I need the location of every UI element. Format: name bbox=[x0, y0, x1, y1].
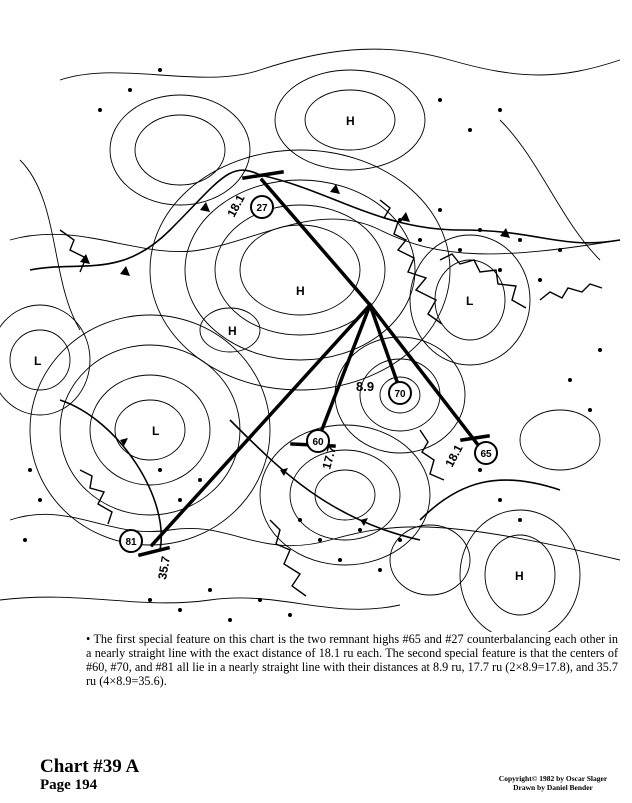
copyright-line: Copyright© 1982 by Oscar Slager bbox=[498, 774, 608, 783]
center-70-label: 70 bbox=[394, 389, 406, 400]
distance-long: 35.7 bbox=[155, 555, 174, 581]
isobars bbox=[0, 49, 620, 640]
pressure-centers bbox=[34, 114, 524, 583]
line-27-to-hub bbox=[262, 180, 370, 305]
distance-middle: 17.7 bbox=[319, 444, 339, 471]
pressure-label: L bbox=[152, 424, 160, 438]
caption-text bbox=[86, 632, 618, 688]
center-60-label: 60 bbox=[312, 437, 324, 448]
pressure-label: H bbox=[228, 324, 237, 338]
pressure-label: L bbox=[466, 294, 474, 308]
caption-body: The first special feature on this chart is the two remnant highs #65 and #27 counterbalancing each other in a nearly straight line with the exact distance of 18.1 ru each. The second special feature is that the centers of #60, #70, and #81 all lie in a nearly straight line with their distances at 8.9 ru, 17.7 ru (2×8.9=17.8), and 35.7 ru (4×8.9=35.6). bbox=[86, 632, 618, 688]
tick-top bbox=[244, 172, 282, 178]
page-label: Page 194 bbox=[40, 777, 98, 793]
center-81-label: 81 bbox=[125, 537, 137, 548]
caption-bullet: • bbox=[86, 632, 91, 646]
pressure-label: H bbox=[296, 284, 305, 298]
distance-short: 8.9 bbox=[356, 379, 375, 394]
front-markers bbox=[80, 184, 510, 526]
pressure-label: H bbox=[515, 569, 524, 583]
pressure-label: H bbox=[346, 114, 355, 128]
high-65-label: 65 bbox=[480, 449, 492, 460]
tick-65 bbox=[462, 436, 488, 440]
distance-labels bbox=[155, 192, 466, 581]
line-hub-to-60 bbox=[318, 305, 370, 440]
distance-right: 18.1 bbox=[442, 442, 466, 470]
tick-81 bbox=[140, 548, 168, 555]
fronts bbox=[30, 170, 620, 550]
pressure-label: L bbox=[34, 354, 42, 368]
line-hub-to-65 bbox=[370, 305, 482, 450]
line-hub-to-70 bbox=[370, 305, 400, 390]
chart-title: Chart #39 A bbox=[40, 756, 140, 777]
distance-top-left: 18.1 bbox=[224, 192, 248, 220]
credit-line: Drawn by Daniel Bender bbox=[513, 783, 593, 792]
copyright bbox=[478, 774, 628, 792]
high-27-label: 27 bbox=[256, 203, 268, 214]
